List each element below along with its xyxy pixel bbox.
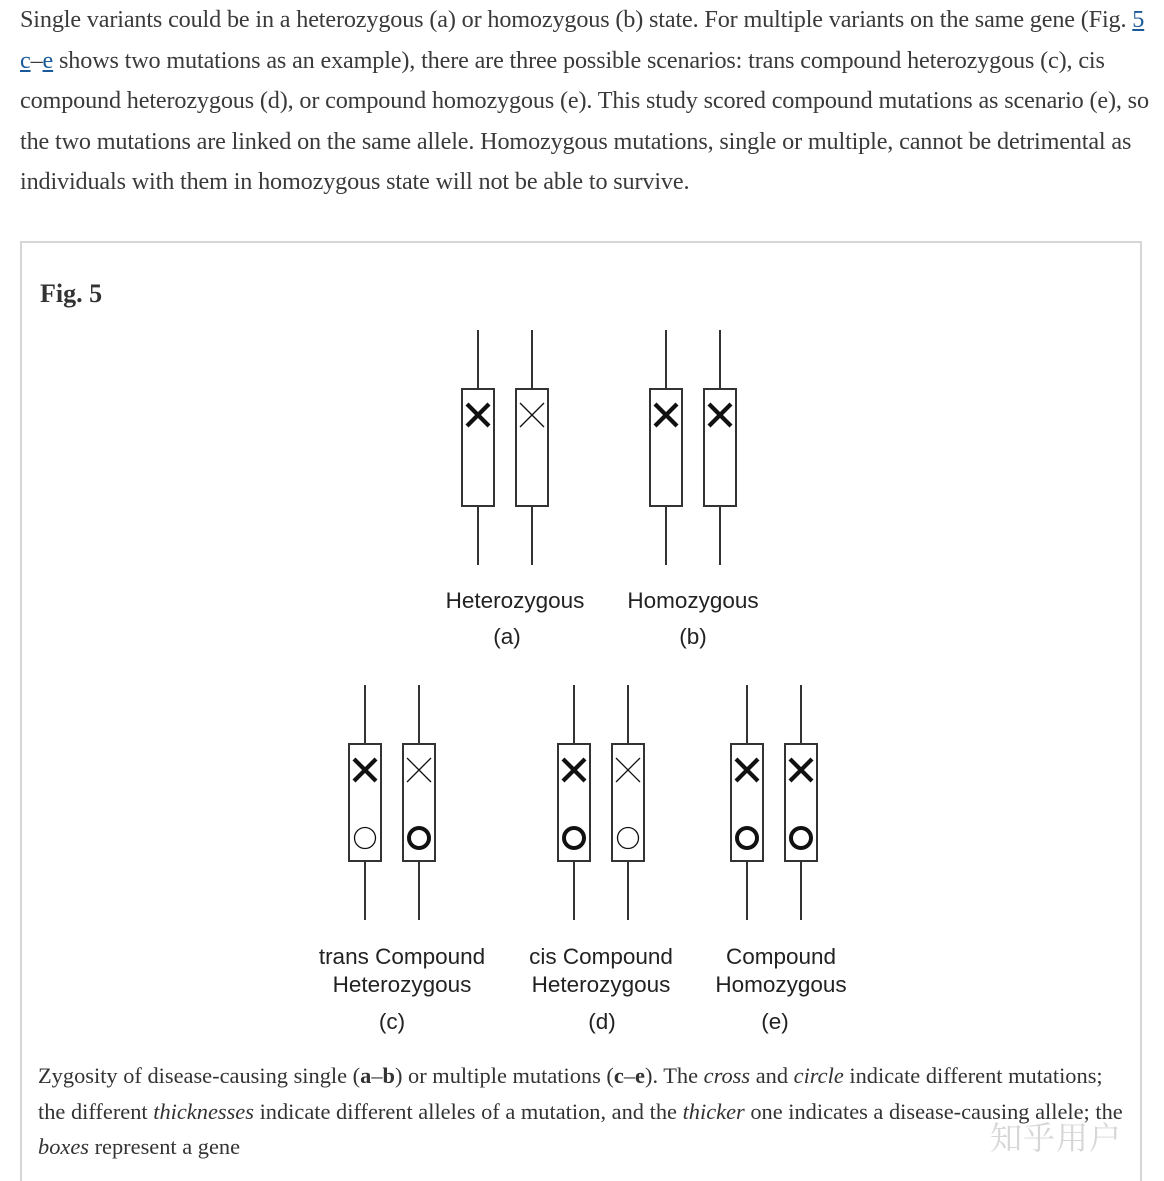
caption-text: ). The — [644, 1063, 704, 1088]
caption-text: indicate different mutations; the different — [38, 1063, 1103, 1124]
gene-e-1 — [731, 685, 763, 920]
caption-italic-cross: cross — [703, 1063, 751, 1088]
gene-d-1 — [558, 685, 590, 920]
caption-bold-a: a — [360, 1063, 372, 1088]
fig-5c-link[interactable]: c — [20, 46, 31, 74]
fig-5e-link[interactable]: e — [42, 46, 54, 74]
panel-a — [462, 330, 548, 565]
label-a-name: Heterozygous — [445, 588, 585, 613]
label-e-line2: Homozygous — [715, 972, 847, 997]
caption-text: one indicates a disease-causing allele; the — [744, 1098, 1123, 1124]
fig-5-link[interactable]: 5 — [1132, 6, 1145, 33]
panel-d — [558, 685, 644, 920]
label-b-letter: (b) — [679, 624, 707, 649]
caption-italic-boxes: boxes — [38, 1134, 89, 1160]
gene-box — [516, 389, 548, 506]
label-b-name: Homozygous — [627, 588, 759, 613]
gene-box — [612, 744, 644, 861]
label-e-line1: Compound — [725, 944, 837, 969]
intro-text-2: shows two mutations as an example), there are three possible scenarios: trans compound heterozygous (c), cis compound heterozygous (d), or compound homozygous (e). This study scored compound mutations as scenario (e), so the two mutations are linked on the same allele. Homozygous mutations, single or multiple, cannot be detrimental as individuals with them in homozygous state will not be able to survive. — [20, 46, 1149, 196]
caption-text: indicate different alleles of a mutation, and the — [253, 1098, 683, 1124]
caption-text: represent a gene — [88, 1134, 241, 1160]
watermark: 知乎用户 — [990, 1119, 1123, 1157]
label-d-line2: Heterozygous — [531, 972, 671, 997]
figure-title: Fig. 5 — [40, 279, 103, 308]
caption-bold-e: e — [635, 1063, 645, 1088]
caption-italic-thicknesses: thicknesses — [153, 1098, 254, 1124]
label-c-letter: (c) — [378, 1009, 406, 1034]
gene-a-1 — [462, 330, 494, 565]
caption-dash: – — [623, 1063, 636, 1088]
gene-c-2 — [403, 685, 435, 920]
label-d-letter: (d) — [588, 1009, 616, 1034]
intro-dash: – — [30, 46, 43, 74]
gene-d-2 — [612, 685, 644, 920]
caption-text: Zygosity of disease-causing single ( — [38, 1063, 361, 1088]
gene-drawings — [349, 330, 817, 920]
gene-a-2 — [516, 330, 548, 565]
gene-c-1 — [349, 685, 381, 920]
gene-box — [403, 744, 435, 861]
gene-b-1 — [650, 330, 682, 565]
panel-e — [731, 685, 817, 920]
caption-italic-thicker: thicker — [682, 1098, 745, 1124]
gene-b-2 — [704, 330, 736, 565]
panel-b — [650, 330, 736, 565]
caption-text: and — [750, 1063, 794, 1088]
figure-caption — [38, 1058, 1128, 1165]
label-d-line1: cis Compound — [529, 944, 673, 969]
caption-bold-b: b — [382, 1063, 395, 1088]
label-c-line2: Heterozygous — [332, 972, 472, 997]
gene-e-2 — [785, 685, 817, 920]
label-c-line1: trans Compound — [318, 944, 486, 969]
caption-italic-circle: circle — [793, 1063, 844, 1088]
intro-text-1: Single variants could be in a heterozygous (a) or homozygous (b) state. For multiple variants on the same gene (Fig. — [20, 6, 1133, 33]
caption-bold-c: c — [613, 1063, 624, 1088]
caption-text: ) or multiple mutations ( — [394, 1063, 614, 1088]
label-a-letter: (a) — [493, 624, 521, 649]
panel-c — [349, 685, 435, 920]
caption-dash: – — [371, 1063, 383, 1088]
label-e-letter: (e) — [761, 1009, 789, 1034]
